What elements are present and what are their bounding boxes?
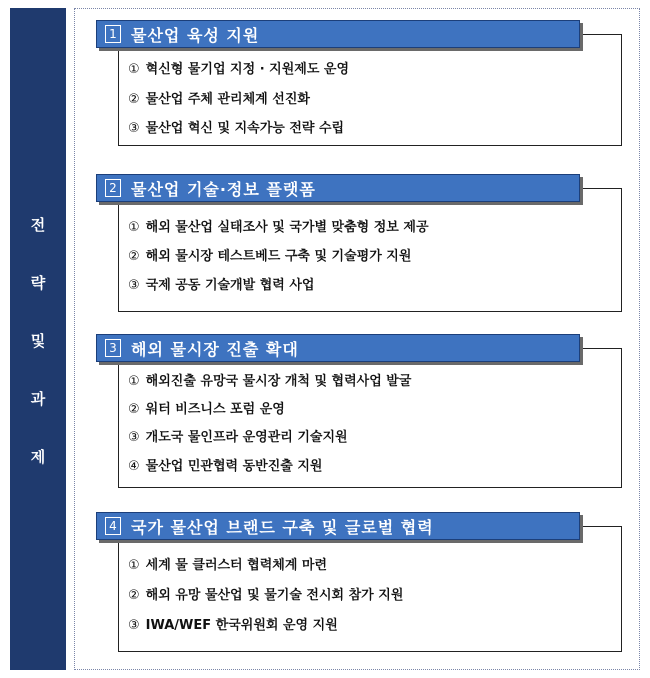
section-header: [96, 20, 580, 48]
list-item: ② 해외 물시장 테스트베드 구축 및 기술평가 지원: [128, 249, 412, 264]
list-item: ① 세계 물 클러스터 협력체계 마련: [128, 558, 328, 573]
section-number: 2: [105, 179, 121, 197]
section-header: [96, 334, 580, 362]
section-title: 해외 물시장 진출 확대: [131, 339, 299, 359]
list-item: ③ 국제 공동 기술개발 협력 사업: [128, 278, 315, 293]
sidebar-char: 및: [30, 332, 46, 350]
sidebar-char: 제: [30, 448, 46, 466]
list-item: ③ 물산업 혁신 및 지속가능 전략 수립: [128, 121, 345, 136]
section-title: 물산업 기술·정보 플랫폼: [131, 179, 316, 199]
section-header: [96, 174, 580, 202]
list-item: ④ 물산업 민관협력 동반진출 지원: [128, 459, 323, 474]
list-item: ① 혁신형 물기업 지정 · 지원제도 운영: [128, 62, 350, 77]
list-item: ③ 개도국 물인프라 운영관리 기술지원: [128, 430, 348, 445]
list-item: ① 해외진출 유망국 물시장 개척 및 협력사업 발굴: [128, 374, 412, 389]
sidebar-char: 전: [30, 216, 46, 234]
section-number: 3: [105, 339, 121, 357]
section-title: 물산업 육성 지원: [131, 25, 260, 45]
section-number: 4: [105, 517, 121, 535]
list-item: ① 해외 물산업 실태조사 및 국가별 맞춤형 정보 제공: [128, 220, 429, 235]
list-item: ② 해외 유망 물산업 및 물기술 전시회 참가 지원: [128, 588, 404, 603]
sidebar-strategy-label: [10, 8, 66, 670]
sidebar-char: 과: [30, 390, 46, 408]
section-title: 국가 물산업 브랜드 구축 및 글로벌 협력: [131, 517, 434, 537]
sidebar-char: 략: [30, 274, 46, 292]
list-item: ③ IWA/WEF 한국위원회 운영 지원: [128, 618, 338, 633]
section-number: 1: [105, 25, 121, 43]
section-header: [96, 512, 580, 540]
list-item: ② 물산업 주체 관리체계 선진화: [128, 92, 310, 107]
list-item: ② 워터 비즈니스 포럼 운영: [128, 402, 285, 417]
